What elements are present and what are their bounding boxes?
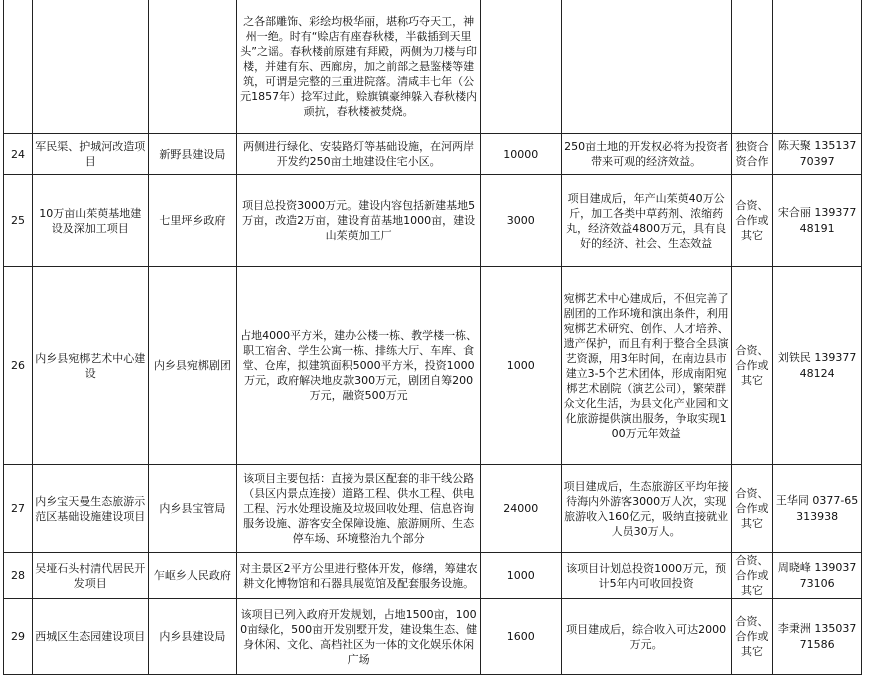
benefit-analysis: 250亩土地的开发权必将为投资者带来可观的经济效益。 xyxy=(561,134,731,175)
table-row xyxy=(4,267,862,465)
row-number: 26 xyxy=(4,267,33,465)
contact-info: 王华同 0377-65313938 xyxy=(773,465,862,553)
investment-amount xyxy=(480,0,561,134)
project-content: 占地4000平方米，建办公楼一栋、教学楼一栋、职工宿舍、学生公寓一栋、排练大厅、车库、食堂、仓库，拟建筑面积5000平方米，投资1000万元，政府解决地皮款300万元，剧团自筹200万元，融资500万元 xyxy=(237,267,481,465)
contact-info: 陈天聚 13513770397 xyxy=(773,134,862,175)
contact-info: 周晓峰 13903773106 xyxy=(773,553,862,599)
cooperation-mode: 合资、合作或其它 xyxy=(731,175,772,267)
project-content: 该项目主要包括：直接为景区配套的非干线公路（县区内景点连接）道路工程、供水工程、供电工程、污水处理设施及垃圾回收处理、信息咨询服务设施、游客安全保障设施、旅游厕所、生态停车场、环境整治九个部分 xyxy=(237,465,481,553)
project-content: 对主景区2平方公里进行整体开发，修缮，筹建农耕文化博物馆和石器具展览馆及配套服务设施。 xyxy=(237,553,481,599)
project-name: 内乡宝天曼生态旅游示范区基础设施建设项目 xyxy=(32,465,148,553)
responsible-unit: 内乡县宛梆剧团 xyxy=(148,267,237,465)
row-number xyxy=(4,0,33,134)
investment-amount: 1000 xyxy=(480,267,561,465)
investment-amount: 10000 xyxy=(480,134,561,175)
benefit-analysis: 该项目计划总投资1000万元，预计5年内可收回投资 xyxy=(561,553,731,599)
benefit-analysis: 宛梆艺术中心建成后，不但完善了剧团的工作环境和演出条件，利用宛梆艺术研究、创作、人才培养、遗产保护，而且有利于整合全县演艺资源，用3年时间，在南边县市建立3-5个艺术团体，形成南阳宛梆艺术剧院（演艺公司），繁荣群众文化生活，为县文化产业园和文化旅游提供演出服务，争取实现100万元年效益 xyxy=(561,267,731,465)
row-number: 27 xyxy=(4,465,33,553)
benefit-analysis: 项目建成后，年产山茱萸40万公斤，加工各类中草药剂、浓缩药丸，经济效益4800万元，具有良好的经济、社会、生态效益 xyxy=(561,175,731,267)
project-content: 之各部雕饰、彩绘均极华丽，堪称巧夺天工，神州一绝。时有“赊店有座春秋楼，半截插到天里头”之谣。春秋楼前原建有拜殿，两侧为刀楼与印楼，并建有东、西廊房，加之前部之悬鉴楼等建筑，可谓是完整的三重进院落。清咸丰七年（公元1857年）捻军过此，赊旗镇豪绅躲入春秋楼内顽抗，春秋楼被焚烧。 xyxy=(237,0,481,134)
table-row xyxy=(4,175,862,267)
project-name: 吴垭石头村清代居民开发项目 xyxy=(32,553,148,599)
responsible-unit xyxy=(148,0,237,134)
table-row xyxy=(4,465,862,553)
cooperation-mode: 合资、合作或其它 xyxy=(731,553,772,599)
row-number: 29 xyxy=(4,599,33,675)
responsible-unit: 新野县建设局 xyxy=(148,134,237,175)
project-content: 该项目已列入政府开发规划，占地1500亩，1000亩绿化，500亩开发别墅开发，建设集生态、健身休闲、文化、高档社区为一体的文化娱乐休闲广场 xyxy=(237,599,481,675)
responsible-unit: 七里坪乡政府 xyxy=(148,175,237,267)
investment-projects-table xyxy=(3,0,862,675)
row-number: 28 xyxy=(4,553,33,599)
table-row xyxy=(4,553,862,599)
row-number: 25 xyxy=(4,175,33,267)
benefit-analysis xyxy=(561,0,731,134)
contact-info: 李秉洲 13503771586 xyxy=(773,599,862,675)
cooperation-mode: 合资、合作或其它 xyxy=(731,465,772,553)
contact-info: 刘铁民 13937748124 xyxy=(773,267,862,465)
responsible-unit: 内乡县宝管局 xyxy=(148,465,237,553)
contact-info: 宋合丽 13937748191 xyxy=(773,175,862,267)
cooperation-mode: 合资、合作或其它 xyxy=(731,267,772,465)
cooperation-mode: 独资合资合作 xyxy=(731,134,772,175)
investment-amount: 1000 xyxy=(480,553,561,599)
project-name: 内乡县宛梆艺术中心建设 xyxy=(32,267,148,465)
table-row xyxy=(4,134,862,175)
benefit-analysis: 项目建成后，生态旅游区平均年接待海内外游客3000万人次，实现旅游收入160亿元，吸纳直接就业人员30万人。 xyxy=(561,465,731,553)
benefit-analysis: 项目建成后，综合收入可达2000万元。 xyxy=(561,599,731,675)
row-number: 24 xyxy=(4,134,33,175)
project-name: 军民渠、护城河改造项目 xyxy=(32,134,148,175)
cooperation-mode: 合资、合作或其它 xyxy=(731,599,772,675)
contact-info xyxy=(773,0,862,134)
table-row xyxy=(4,599,862,675)
investment-amount: 3000 xyxy=(480,175,561,267)
table-row xyxy=(4,0,862,134)
responsible-unit: 乍岖乡人民政府 xyxy=(148,553,237,599)
project-name: 10万亩山茱萸基地建设及深加工项目 xyxy=(32,175,148,267)
cooperation-mode xyxy=(731,0,772,134)
project-name xyxy=(32,0,148,134)
project-content: 两侧进行绿化、安装路灯等基础设施，在河两岸开发约250亩土地建设住宅小区。 xyxy=(237,134,481,175)
project-content: 项目总投资3000万元。建设内容包括新建基地5万亩，改造2万亩，建设育苗基地1000亩，建设山茱萸加工厂 xyxy=(237,175,481,267)
investment-amount: 24000 xyxy=(480,465,561,553)
responsible-unit: 内乡县建设局 xyxy=(148,599,237,675)
investment-amount: 1600 xyxy=(480,599,561,675)
project-name: 西城区生态园建设项目 xyxy=(32,599,148,675)
